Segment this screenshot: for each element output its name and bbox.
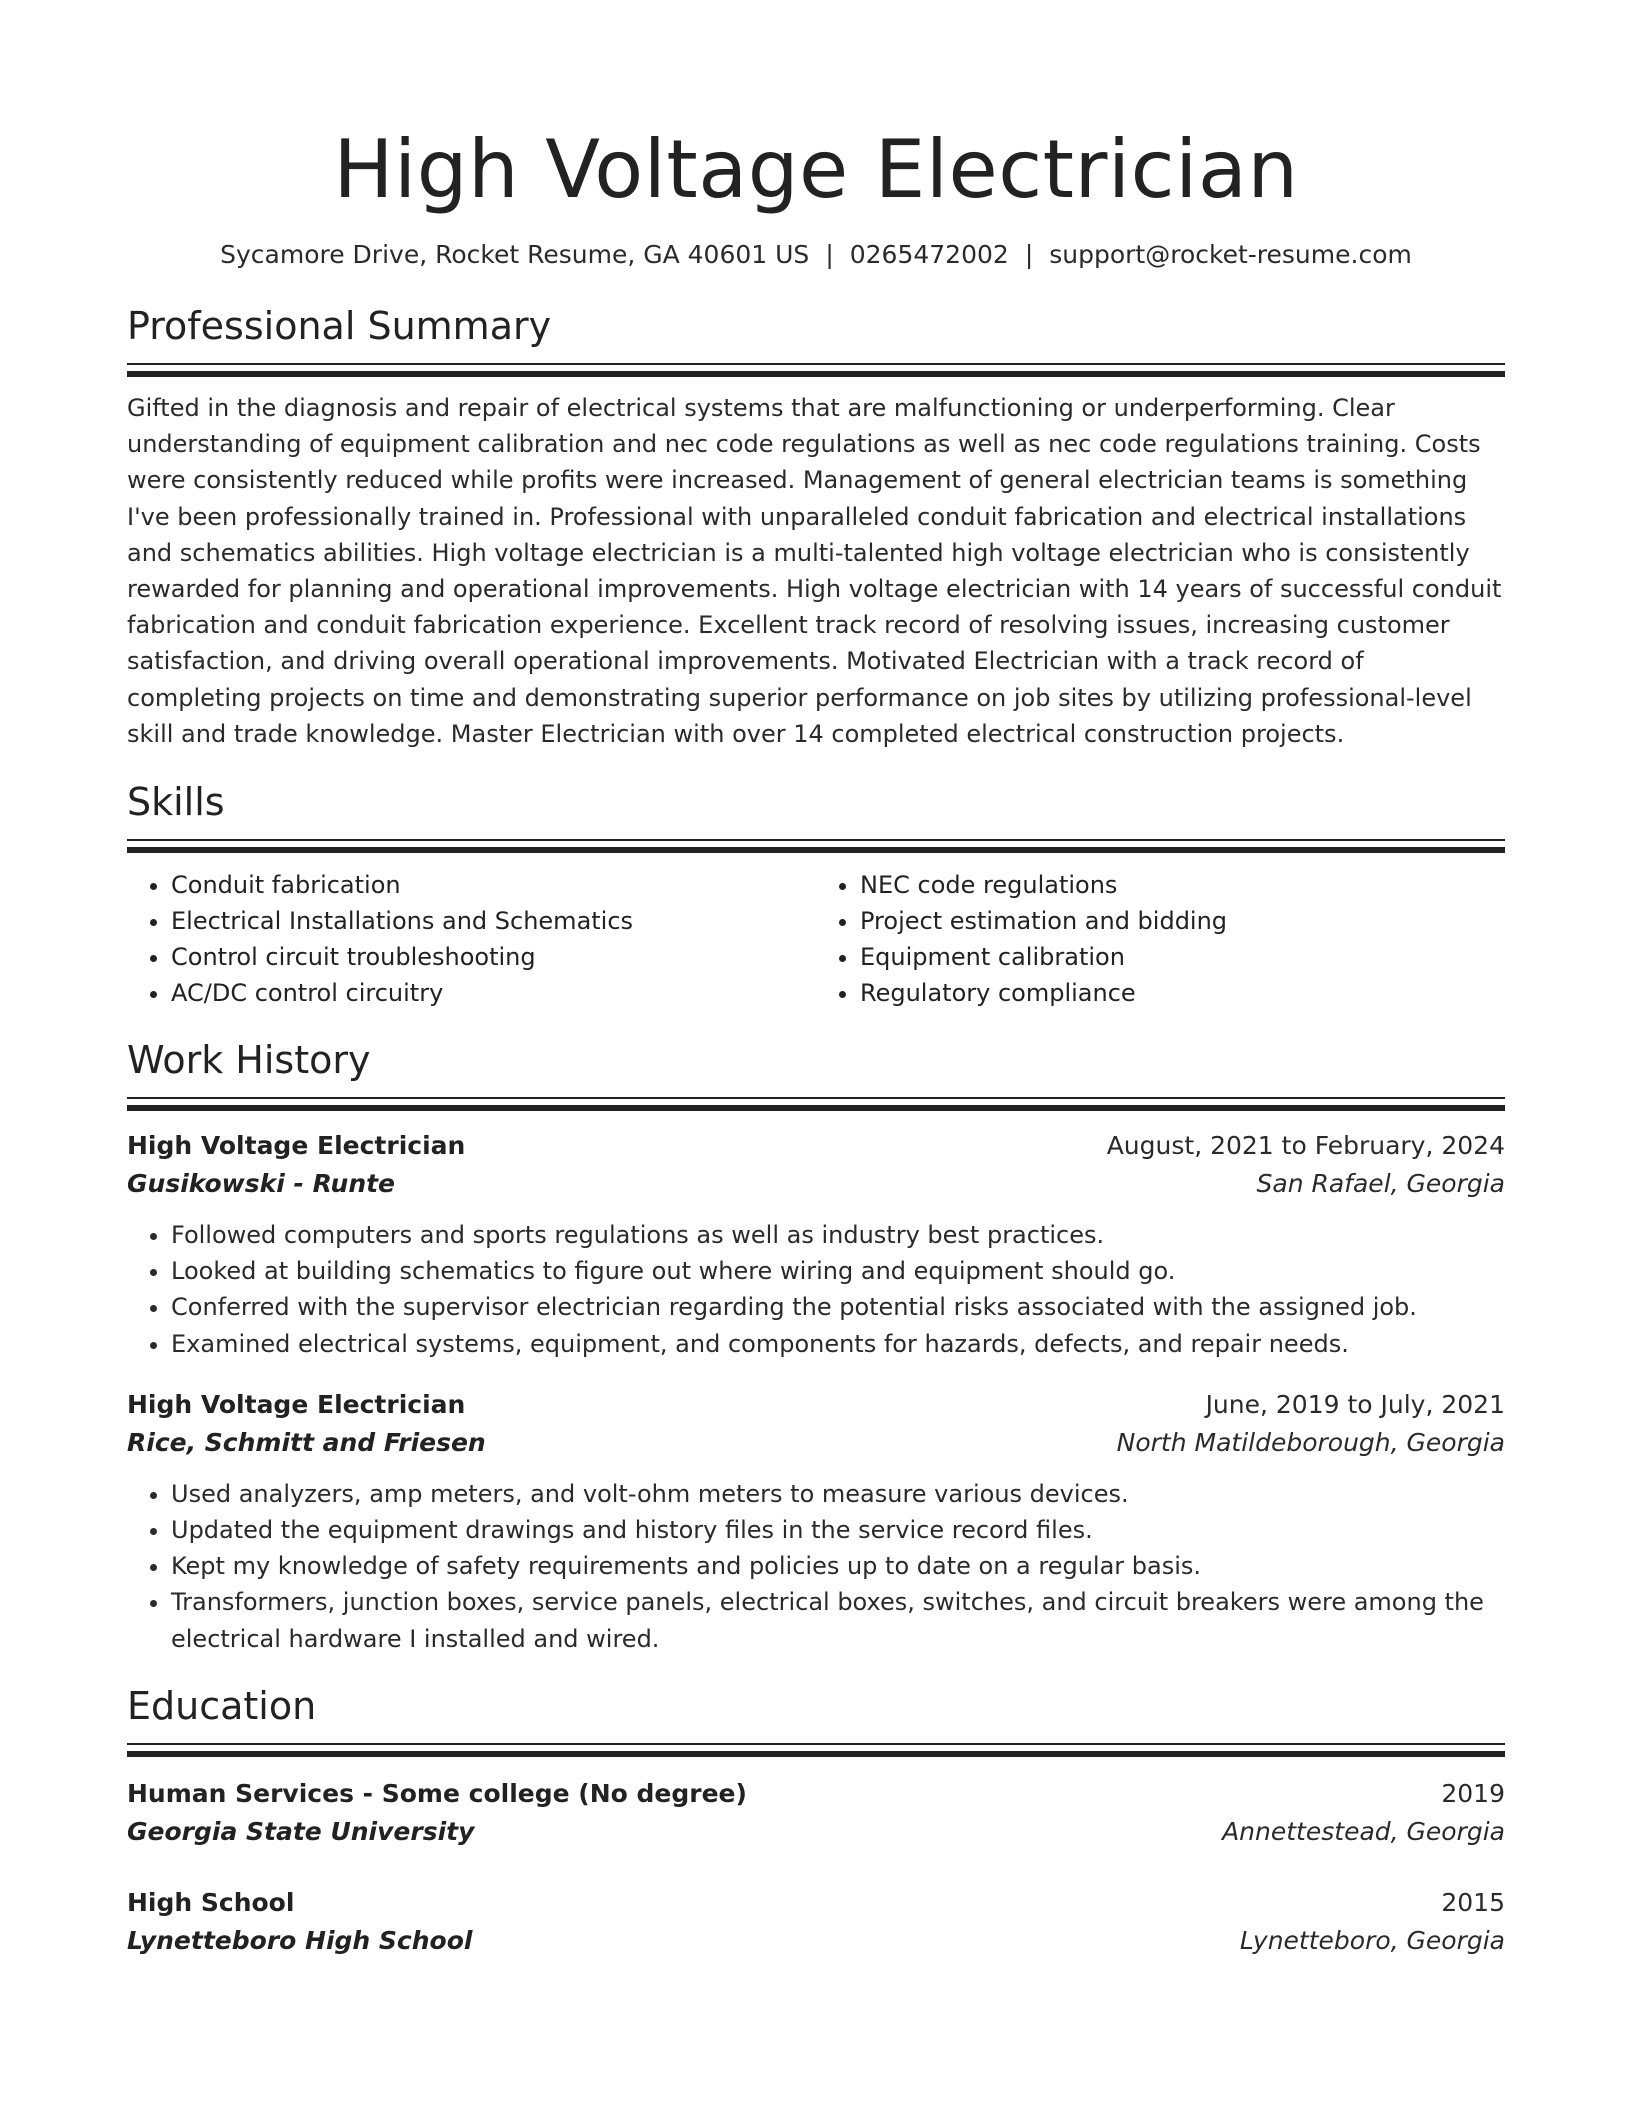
education-location: Annettestead, Georgia — [1222, 1816, 1505, 1846]
education-school: Lynetteboro High School — [127, 1925, 473, 1955]
contact-separator: | — [1024, 240, 1034, 269]
job-company: Gusikowski - Runte — [127, 1169, 396, 1199]
job-header — [127, 1386, 1505, 1424]
skill-item: • AC/DC control circuitry — [171, 975, 816, 1011]
job-bullet: • Followed computers and sports regulations as well as industry best practices. — [171, 1217, 1505, 1253]
contact-phone: 0265472002 — [849, 240, 1009, 269]
job-entry — [127, 1127, 1505, 1362]
section-title-education: Education — [127, 1683, 317, 1728]
skill-item: • Project estimation and bidding — [860, 903, 1505, 939]
job-title: High Voltage Electrician — [127, 1131, 466, 1161]
section-divider — [127, 1097, 1505, 1111]
resume-header — [127, 120, 1505, 272]
skills-section — [127, 779, 1505, 1011]
education-location: Lynetteboro, Georgia — [1239, 1925, 1505, 1955]
education-subheader — [127, 1813, 1505, 1851]
contact-email[interactable]: support@rocket-resume.com — [1049, 240, 1412, 269]
contact-line — [127, 238, 1505, 272]
skill-item: • NEC code regulations — [860, 867, 1505, 903]
skill-item: • Electrical Installations and Schematics — [171, 903, 816, 939]
education-degree: High School — [127, 1887, 295, 1917]
education-year: 2015 — [1441, 1887, 1505, 1917]
job-subheader — [127, 1165, 1505, 1203]
job-dates: June, 2019 to July, 2021 — [1205, 1389, 1505, 1419]
contact-separator: | — [825, 240, 834, 269]
section-divider — [127, 839, 1505, 853]
job-bullet: • Updated the equipment drawings and history files in the service record files. — [171, 1512, 1505, 1548]
job-location: North Matildeborough, Georgia — [1116, 1427, 1505, 1457]
job-company: Rice, Schmitt and Friesen — [127, 1427, 486, 1457]
section-title-work: Work History — [127, 1038, 371, 1083]
education-section — [127, 1683, 1505, 1960]
section-title-skills: Skills — [127, 780, 225, 825]
job-location: San Rafael, Georgia — [1256, 1169, 1505, 1199]
job-bullet: • Kept my knowledge of safety requirements and policies up to date on a regular basis. — [171, 1548, 1505, 1584]
summary-text: Gifted in the diagnosis and repair of electrical systems that are malfunctioning or underperforming. Clear understanding of equipment calibration and nec code regulations as well as nec code regulations training. Costs were consistently reduced while profits were increased. Management of general electrician teams is something I've been professionally trained in. Professional with unparalleled conduit fabrication and electrical installations and schematics abilities. High voltage electrician is a multi-talented high voltage electrician who is consistently rewarded for planning and operational improvements. High voltage electrician with 14 years of successful conduit fabrication and conduit fabrication experience. Excellent track record of resolving issues, increasing customer satisfaction, and driving overall operational improvements. Motivated Electrician with a track record of completing projects on time and demonstrating superior performance on job sites by utilizing professional-level skill and trade knowledge. Master Electrician with over 14 completed electrical construction projects. — [127, 394, 1502, 748]
work-section — [127, 1037, 1505, 1657]
skill-item: • Control circuit troubleshooting — [171, 939, 816, 975]
job-bullets — [127, 1476, 1505, 1657]
job-bullet: • Conferred with the supervisor electrician regarding the potential risks associated with the assigned job. — [171, 1289, 1505, 1325]
job-bullet: • Looked at building schematics to figure out where wiring and equipment should go. — [171, 1253, 1505, 1289]
education-year: 2019 — [1441, 1778, 1505, 1808]
contact-address: Sycamore Drive, Rocket Resume, GA 40601 US — [220, 240, 810, 269]
job-entry — [127, 1386, 1505, 1657]
job-bullet: • Used analyzers, amp meters, and volt-ohm meters to measure various devices. — [171, 1476, 1505, 1512]
education-header — [127, 1775, 1505, 1813]
education-entry — [127, 1775, 1505, 1851]
candidate-name: High Voltage Electrician — [333, 123, 1299, 216]
job-header — [127, 1127, 1505, 1165]
section-divider — [127, 363, 1505, 377]
summary-section — [127, 303, 1505, 752]
skills-columns — [127, 867, 1505, 1011]
job-bullet: • Examined electrical systems, equipment, and components for hazards, defects, and repair needs. — [171, 1326, 1505, 1362]
education-header — [127, 1884, 1505, 1922]
education-entry — [127, 1884, 1505, 1960]
section-title-summary: Professional Summary — [127, 304, 552, 348]
job-subheader — [127, 1424, 1505, 1462]
job-bullets — [127, 1217, 1505, 1362]
job-title: High Voltage Electrician — [127, 1389, 466, 1419]
section-divider — [127, 1743, 1505, 1757]
skills-list-right — [816, 867, 1505, 1011]
education-degree: Human Services - Some college (No degree) — [127, 1778, 747, 1808]
education-subheader — [127, 1922, 1505, 1960]
education-school: Georgia State University — [127, 1816, 475, 1846]
job-bullet: • Transformers, junction boxes, service panels, electrical boxes, switches, and circuit breakers were among the electrical hardware I installed and wired. — [171, 1584, 1505, 1656]
skill-item: • Regulatory compliance — [860, 975, 1505, 1011]
job-dates: August, 2021 to February, 2024 — [1106, 1131, 1505, 1161]
skills-list-left — [127, 867, 816, 1011]
skill-item: • Equipment calibration — [860, 939, 1505, 975]
skill-item: • Conduit fabrication — [171, 867, 816, 903]
